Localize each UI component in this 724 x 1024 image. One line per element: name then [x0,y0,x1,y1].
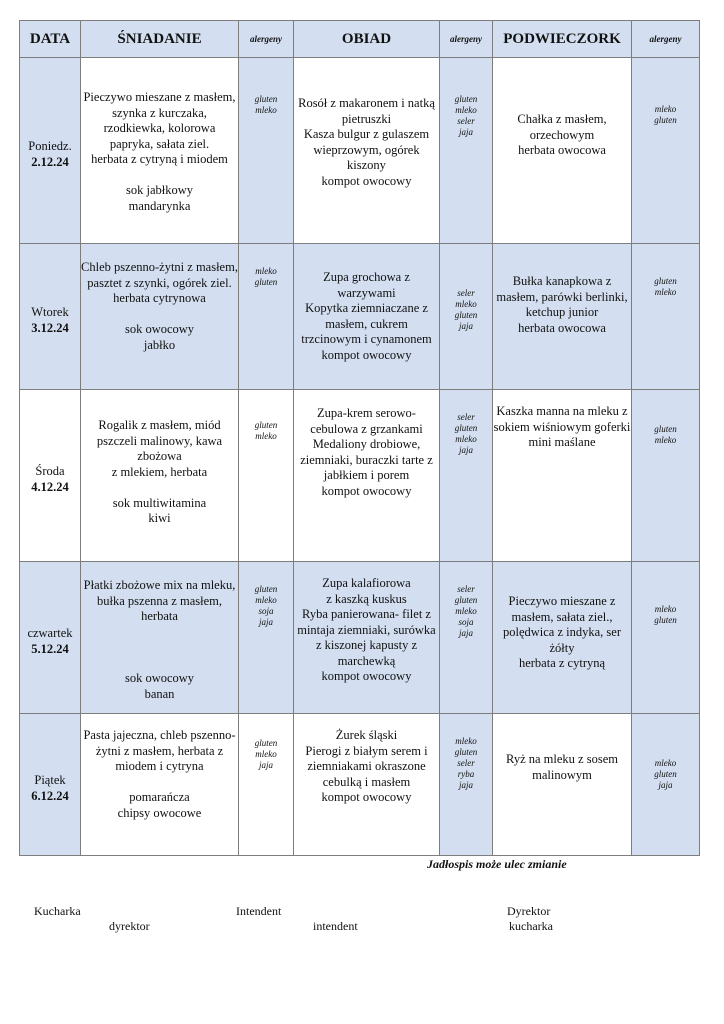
day-row [20,244,700,390]
snack-allergens: mleko gluten [632,562,700,714]
breakfast-allergens: mleko gluten [239,244,294,390]
snack-cell: Chałka z masłem, orzechowym herbata owocowa [493,58,632,244]
date-cell [20,58,81,244]
menu-change-note: Jadłospis może ulec zmianie [427,857,567,871]
day-date: 2.12.24 [31,154,69,169]
day-name: Wtorek [31,304,69,319]
header-date: DATA [20,21,81,58]
snack-cell: Bułka kanapkowa z masłem, parówki berlinki, ketchup junior herbata owocowa [493,244,632,390]
date-cell [20,714,81,856]
snack-allergens: gluten mleko [632,390,700,562]
lunch-allergens: gluten mleko seler jaja [440,58,493,244]
lunch-allergens: seler gluten mleko soja jaja [440,562,493,714]
header-snack-allergens: alergeny [632,21,700,58]
lunch-allergens: mleko gluten seler ryba jaja [440,714,493,856]
snack-cell: Pieczywo mieszane z masłem, sałata ziel., polędwica z indyka, ser żółty herbata z cytryną [493,562,632,714]
lunch-allergens: seler gluten mleko jaja [440,390,493,562]
day-row [20,562,700,714]
header-breakfast-allergens: alergeny [239,21,294,58]
header-snack: PODWIECZORK [493,21,632,58]
snack-allergens: mleko gluten jaja [632,714,700,856]
lunch-cell: Rosół z makaronem i natką pietruszki Kasza bulgur z gulaszem wieprzowym, ogórek kiszony kompot owocowy [294,58,440,244]
day-row [20,58,700,244]
day-date: 5.12.24 [31,641,69,656]
snack-cell: Ryż na mleku z sosem malinowym [493,714,632,856]
lunch-cell: Żurek śląski Pierogi z białym serem i ziemniakami okraszone cebulką i masłem kompot owocowy [294,714,440,856]
snack-allergens: mleko gluten [632,58,700,244]
breakfast-cell: Chleb pszenno-żytni z masłem, pasztet z szynki, ogórek ziel. herbata cytrynowa sok owocowy jabłko [81,244,239,390]
snack-allergens: gluten mleko [632,244,700,390]
day-date: 4.12.24 [31,479,69,494]
header-breakfast: ŚNIADANIE [81,21,239,58]
director-title: Dyrektor [507,904,551,918]
menu-table [19,20,700,856]
header-row [20,21,700,58]
intendant-title: Intendent [236,904,282,918]
breakfast-cell: Płatki zbożowe mix na mleku, bułka pszenna z masłem, herbata sok owocowy banan [81,562,239,714]
header-lunch-allergens: alergeny [440,21,493,58]
breakfast-cell: Pieczywo mieszane z masłem, szynka z kurczaka, rzodkiewka, kolorowa papryka, sałata ziel. herbata z cytryną i miodem sok jabłkowy mandarynka [81,58,239,244]
day-name: czwartek [27,625,73,640]
breakfast-cell: Pasta jajeczna, chleb pszenno-żytni z masłem, herbata z miodem i cytryna pomarańcza chipsy owocowe [81,714,239,856]
day-name: Piątek [34,772,66,787]
breakfast-allergens: gluten mleko [239,390,294,562]
header-lunch: OBIAD [294,21,440,58]
day-name: Poniedz. [28,138,72,153]
day-name: Środa [35,463,65,478]
breakfast-allergens: gluten mleko soja jaja [239,562,294,714]
lunch-cell: Zupa grochowa z warzywami Kopytka ziemniaczane z masłem, cukrem trzcinowym i cynamonem kompot owocowy [294,244,440,390]
director-subtitle: kucharka [509,919,553,933]
date-cell [20,562,81,714]
day-date: 6.12.24 [31,788,69,803]
day-row [20,714,700,856]
date-cell [20,390,81,562]
breakfast-allergens: gluten mleko [239,58,294,244]
day-date: 3.12.24 [31,320,69,335]
cook-title: Kucharka [34,904,81,918]
lunch-cell: Zupa-krem serowo-cebulowa z grzankami Medaliony drobiowe, ziemniaki, buraczki tarte z jabłkiem i porem kompot owocowy [294,390,440,562]
intendant-subtitle: intendent [313,919,358,933]
breakfast-cell: Rogalik z masłem, miód pszczeli malinowy, kawa zbożowa z mlekiem, herbata sok multiwitamina kiwi [81,390,239,562]
snack-cell: Kaszka manna na mleku z sokiem wiśniowym goferki mini maślane [493,390,632,562]
lunch-allergens: seler mleko gluten jaja [440,244,493,390]
breakfast-allergens: gluten mleko jaja [239,714,294,856]
date-cell [20,244,81,390]
lunch-cell: Zupa kalafiorowa z kaszką kuskus Ryba panierowana- filet z mintaja ziemniaki, surówka z kiszonej kapusty z marchewką kompot owocowy [294,562,440,714]
cook-subtitle: dyrektor [109,919,150,933]
day-row [20,390,700,562]
